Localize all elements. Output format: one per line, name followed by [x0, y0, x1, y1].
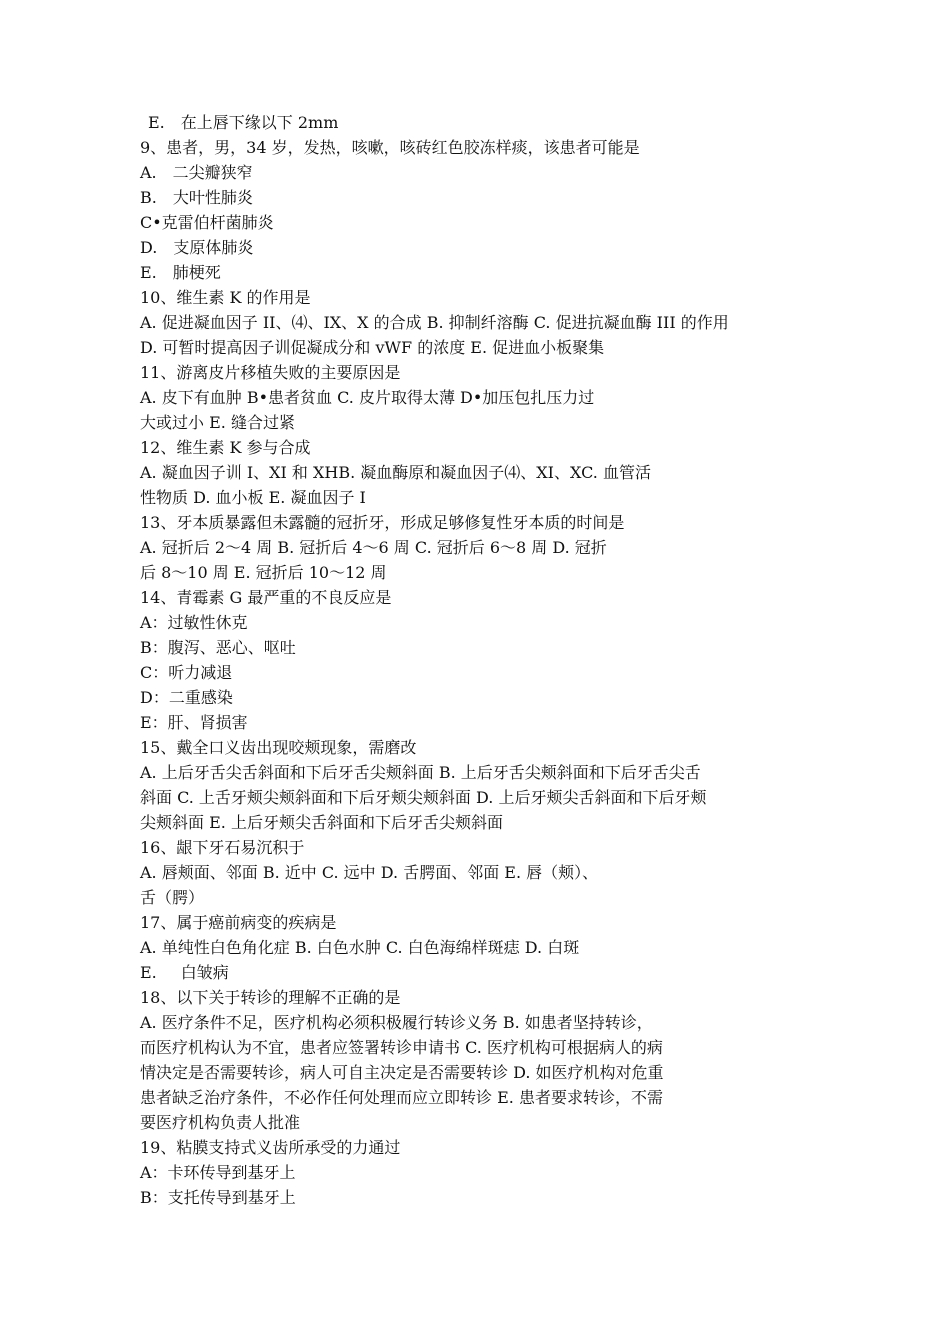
options-12-line-1: A. 凝血因子训 I、XI 和 XHB. 凝血酶原和凝血因子⑷、XI、XC. 血管活	[140, 463, 651, 482]
options-13-line-1: A. 冠折后 2〜4 周 B. 冠折后 4〜6 周 C. 冠折后 6〜8 周 D. 冠折	[140, 538, 607, 557]
question-12: 12、维生素 K 参与合成	[140, 438, 311, 457]
option-14a: A：过敏性休克	[140, 613, 248, 632]
options-11-line-2: 大或过小 E. 缝合过紧	[140, 413, 295, 432]
options-18-line-2: 而医疗机构认为不宜，患者应签署转诊申请书 C. 医疗机构可根据病人的病	[140, 1038, 663, 1057]
document-page	[140, 110, 840, 1210]
question-10: 10、维生素 K 的作用是	[140, 288, 311, 307]
option-9b: B. 大叶性肺炎	[140, 188, 253, 207]
question-16: 16、龈下牙石易沉积于	[140, 838, 305, 857]
option-19b: B：支托传导到基牙上	[140, 1188, 296, 1207]
options-18-line-3: 情决定是否需要转诊，病人可自主决定是否需要转诊 D. 如医疗机构对危重	[140, 1063, 664, 1082]
options-13-line-2: 后 8〜10 周 E. 冠折后 10〜12 周	[140, 563, 387, 582]
options-15-line-3: 尖颊斜面 E. 上后牙颊尖舌斜面和下后牙舌尖颊斜面	[140, 813, 503, 832]
option-14c: C：听力减退	[140, 663, 233, 682]
option-14b: B：腹泻、恶心、呕吐	[140, 638, 296, 657]
option-9e: E. 肺梗死	[140, 263, 221, 282]
options-18-line-1: A. 医疗条件不足，医疗机构必须积极履行转诊义务 B. 如患者坚持转诊，	[140, 1013, 653, 1032]
question-11: 11、游离皮片移植失败的主要原因是	[140, 363, 401, 382]
options-12-line-2: 性物质 D. 血小板 E. 凝血因子 I	[140, 488, 366, 507]
options-15-line-1: A. 上后牙舌尖舌斜面和下后牙舌尖颊斜面 B. 上后牙舌尖颊斜面和下后牙舌尖舌	[140, 763, 701, 782]
options-17-line-1: A. 单纯性白色角化症 B. 白色水肿 C. 白色海绵样斑痣 D. 白斑	[140, 938, 580, 957]
options-18-line-4: 患者缺乏治疗条件，不必作任何处理而应立即转诊 E. 患者要求转诊，不需	[140, 1088, 663, 1107]
option-9c: C•克雷伯杆菌肺炎	[140, 213, 274, 232]
options-10-line-1: A. 促进凝血因子 II、⑷、IX、X 的合成 B. 抑制纤溶酶 C. 促进抗凝血酶 III 的作用	[140, 313, 729, 332]
question-15: 15、戴全口义齿出现咬颊现象，需磨改	[140, 738, 417, 757]
question-13: 13、牙本质暴露但未露髓的冠折牙，形成足够修复性牙本质的时间是	[140, 513, 625, 532]
question-14: 14、青霉素 G 最严重的不良反应是	[140, 588, 392, 607]
option-17e: E. 白皱病	[140, 963, 229, 982]
option-9a: A. 二尖瓣狭窄	[140, 163, 253, 182]
option-19a: A：卡环传导到基牙上	[140, 1163, 296, 1182]
options-15-line-2: 斜面 C. 上舌牙颊尖颊斜面和下后牙颊尖颊斜面 D. 上后牙颊尖舌斜面和下后牙颊	[140, 788, 707, 807]
option-9d: D. 支原体肺炎	[140, 238, 254, 257]
options-11-line-1: A. 皮下有血肿 B•患者贫血 C. 皮片取得太薄 D•加压包扎压力过	[140, 388, 595, 407]
option-8e: E. 在上唇下缘以下 2mm	[148, 113, 339, 132]
options-18-line-5: 要医疗机构负责人批准	[140, 1113, 301, 1132]
question-9: 9、患者，男，34 岁，发热，咳嗽，咳砖红色胶冻样痰，该患者可能是	[140, 138, 640, 157]
option-14e: E：肝、肾损害	[140, 713, 248, 732]
options-16-line-2: 舌（腭）	[140, 888, 205, 907]
question-17: 17、属于癌前病变的疾病是	[140, 913, 337, 932]
options-16-line-1: A. 唇颊面、邻面 B. 近中 C. 远中 D. 舌腭面、邻面 E. 唇（颊）、	[140, 863, 599, 882]
question-18: 18、以下关于转诊的理解不正确的是	[140, 988, 401, 1007]
options-10-line-2: D. 可暂时提高因子训促凝成分和 vWF 的浓度 E. 促进血小板聚集	[140, 338, 605, 357]
option-14d: D：二重感染	[140, 688, 233, 707]
question-19: 19、粘膜支持式义齿所承受的力通过	[140, 1138, 401, 1157]
